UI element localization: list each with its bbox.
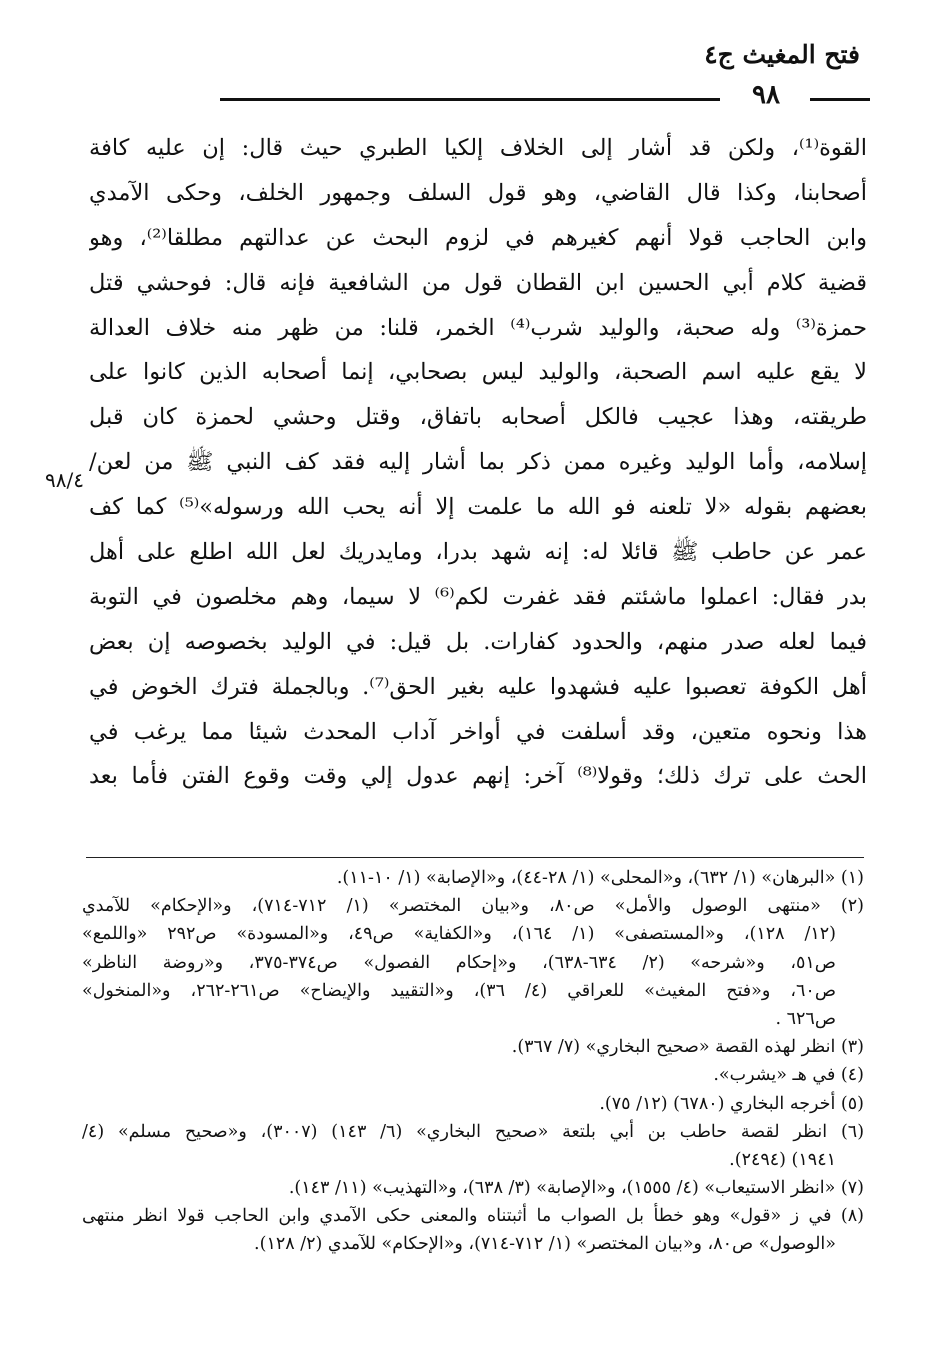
text-line: لا يقع عليه اسم الصحبة، والوليد ليس بصحابي، إنما أصحابه الذين كانوا على	[89, 359, 867, 386]
text-line: الحث على ترك ذلك؛ وقولا⁽⁸⁾ آخر: إنهم عدول إلي وقت وقوع الفتن فأما بعد	[89, 763, 867, 790]
text-line: وابن الحاجب قولا أنهم كغيرهم في لزوم البحث عن عدالتهم مطلقا⁽²⁾، وهو	[89, 224, 867, 251]
footnote-4: (٤) في هـ «يشرب».	[713, 1065, 864, 1086]
footnote-2-cont: ص٦٠، و«فتح المغيث» للعراقي (٤/ ٣٦)، و«التقييد والإيضاح» ص٢٦١-٢٦٢، و«المنخول»	[82, 980, 836, 1001]
footnote-2-cont: ص٦٢٦ .	[775, 1008, 836, 1029]
footnote-6: (٦) انظر لقصة حاطب بن أبي بلتعة «صحيح البخاري» (٦/ ١٤٣) (٣٠٠٧)، و«صحيح مسلم» (٤/	[82, 1121, 864, 1142]
footnotes	[82, 864, 864, 1259]
text-line: القوة⁽¹⁾، ولكن قد أشار إلى الخلاف إلكيا الطبري حيث قال: إن عليه كافة	[89, 135, 867, 161]
footnote-2: (٢) «منتهى الوصول والأمل» ص٨٠، و«بيان المختصر» (١/ ٧١٢-٧١٤)، و«الإحكام» للآمدي	[82, 896, 864, 917]
footnote-3: (٣) انظر لهذه القصة «صحيح البخاري» (٧/ ٣٦٧).	[511, 1037, 864, 1058]
text-line: حمزة⁽³⁾ وله صحبة، والوليد شرب⁽⁴⁾ الخمر، قلنا: من ظهر منه خلاف العدالة	[89, 314, 867, 341]
text-line: أهل الكوفة تعصبوا عليه فشهدوا عليه بغير الحق⁽⁷⁾. وبالجملة فترك الخوض في	[89, 673, 867, 700]
footnote-5: (٥) أخرجه البخاري (٦٧٨٠) (١٢/ ٧٥).	[599, 1093, 864, 1114]
text-line: فيما لعله صدر منهم، والحدود كفارات. بل قيل: في الوليد بخصوصه إن بعض	[89, 628, 867, 655]
footnote-separator	[86, 857, 864, 858]
footnote-1: (١) «البرهان» (١/ ٦٣٢)، و«المحلى» (١/ ٢٨-٤٤)، و«الإصابة» (١/ ١٠-١١).	[336, 868, 864, 888]
text-line: هذا ونحوه متعين، وقد أسلفت في أواخر آداب المحدث شيئا مما يرغب في	[89, 718, 867, 745]
footnote-6-cont: ١٩٤١) (٢٤٩٤).	[729, 1149, 836, 1170]
main-text	[89, 126, 867, 799]
footnote-8: (٨) في ز «قول» وهو خطأ بل الصواب ما أثبتناه والمعنى حكى الآمدي وابن الحاجب قولا انظر منتهى	[82, 1206, 864, 1227]
text-line: عمر عن حاطب ﷺ قائلا له: إنه شهد بدرا، ومايدريك لعل الله اطلع على أهل	[89, 539, 867, 566]
text-line: إسلامه، وأما الوليد وغيره ممن ذكر بما أشار إليه فقد كف النبي ﷺ من لعن/	[89, 449, 867, 476]
footnote-2-cont: ص٥١، و«شرحه» (٢/ ٦٣٤-٦٣٨)، و«إحكام الفصول» ص٣٧٤-٣٧٥، و«روضة الناظر»	[82, 952, 836, 973]
text-line: بدر فقال: اعملوا ماشئتم فقد غفرت لكم⁽⁶⁾ لا سيما، وهم مخلصون في التوبة	[89, 583, 867, 610]
footnote-2-cont: (١٢/ ١٢٨)، و«المستصفى» (١/ ١٦٤)، و«الكفاية» ص٤٩، و«المسودة» ص٢٩٢ «واللمع»	[82, 924, 836, 945]
running-title: فتح المغيث ج٤	[704, 40, 860, 69]
manuscript-page-marker: ٩٨/٤	[45, 468, 84, 492]
text-line: قضية كلام أبي الحسين ابن القطان قول من الشافعية فإنه قال: فوحشي قتل	[89, 269, 867, 296]
text-line: أصحابنا، وكذا قال القاضي، وهو قول السلف وجمهور الخلف، وحكى الآمدي	[89, 179, 867, 206]
page-number: ٩٨	[752, 80, 780, 110]
header-rule-short	[810, 98, 870, 101]
footnote-7: (٧) «انظر الاستيعاب» (٤/ ١٥٥٥)، و«الإصابة» (٣/ ٦٣٨)، و«التهذيب» (١١/ ١٤٣).	[288, 1178, 864, 1199]
text-line: بعضهم بقوله «لا تلعنه فو الله ما علمت إلا أنه يحب الله ورسوله»⁽⁵⁾ كما كف	[89, 494, 867, 521]
footnote-8-cont: «الوصول» ص٨٠، و«بيان المختصر» (١/ ٧١٢-٧١٤)، و«الإحكام» للآمدي (٢/ ١٢٨).	[254, 1234, 836, 1255]
header-rule	[220, 98, 720, 101]
text-line: طريقته، وهذا عجيب فالكل أصحابه باتفاق، وقتل وحشي لحمزة كان قبل	[89, 404, 867, 431]
